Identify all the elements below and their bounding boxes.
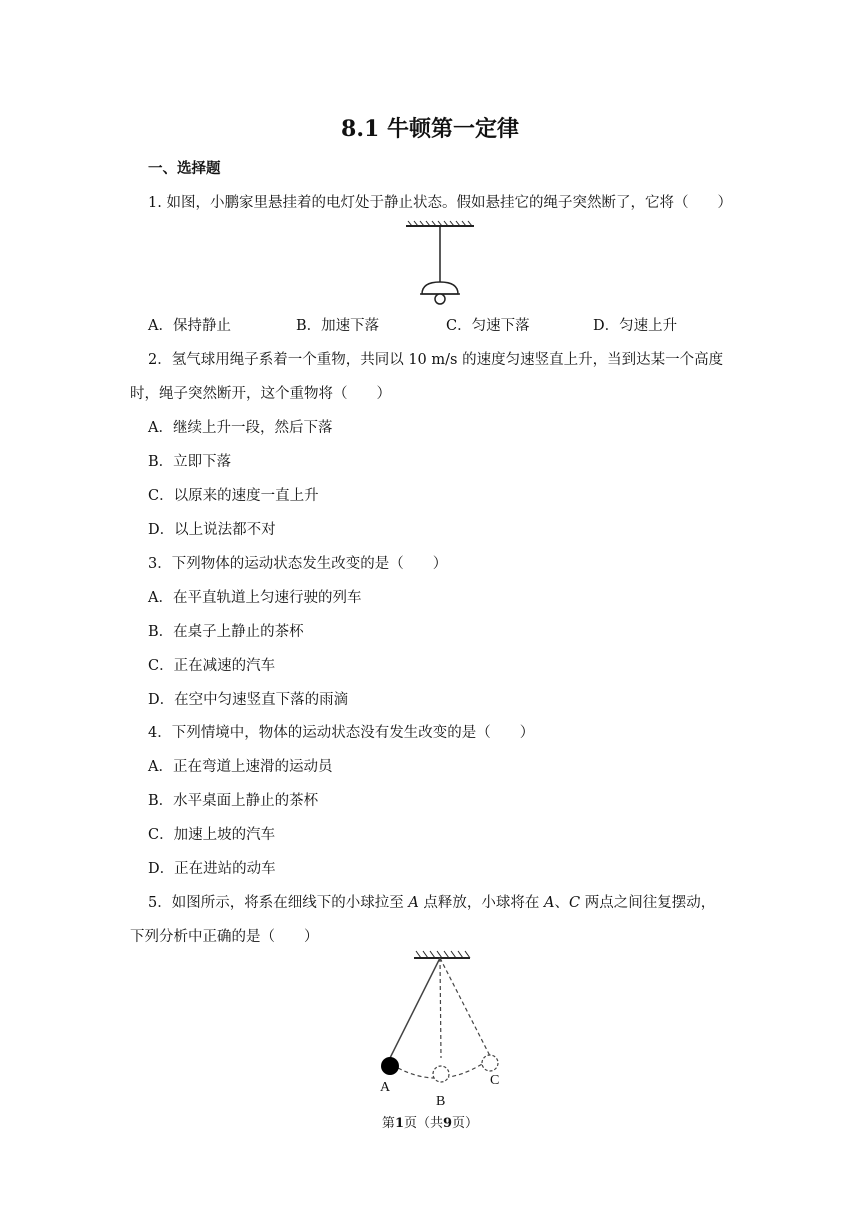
q5-text-part: 5．如图所示，将系在细线下的小球拉至 (148, 895, 409, 911)
question-4-text: 4．下列情境中，物体的运动状态没有发生改变的是（ ） (148, 725, 535, 741)
q3-option-b: B．在桌子上静止的茶杯 (148, 624, 304, 640)
q2-option-c: C．以原来的速度一直上升 (148, 488, 319, 504)
page-footer (0, 1112, 860, 1131)
q4-option-d: D．正在进站的动车 (148, 861, 276, 877)
q3-option-d: D．在空中匀速竖直下落的雨滴 (148, 692, 349, 708)
pendulum-figure (370, 950, 510, 1110)
q5-point-c-ref: C (569, 895, 581, 911)
pendulum-label-a: A (380, 1080, 391, 1095)
footer-text: 页） (452, 1116, 479, 1131)
q1-option-b: B．加速下落 (296, 318, 380, 334)
q3-option-a: A．在平直轨道上匀速行驶的列车 (148, 590, 362, 606)
q2-option-b: B．立即下落 (148, 454, 232, 470)
page-title: 8.1 牛顿第一定律 (341, 116, 519, 142)
q4-option-a: A．正在弯道上速滑的运动员 (148, 759, 333, 775)
q4-option-b: B．水平桌面上静止的茶杯 (148, 793, 319, 809)
section-heading: 一、选择题 (148, 161, 221, 177)
question-2-line-2: 时，绳子突然断开，这个重物将（ ） (130, 386, 391, 402)
question-5-line-1 (148, 891, 715, 912)
question-5-line-2: 下列分析中正确的是（ ） (130, 929, 319, 945)
q5-text-part: 两点之间往复摆动， (580, 895, 716, 911)
q5-text-part: 点释放，小球将在 (418, 895, 545, 911)
current-page-number: 1 (394, 1116, 404, 1131)
q1-option-a: A．保持静止 (148, 318, 231, 334)
footer-text: 第 (381, 1116, 395, 1131)
question-3-text: 3．下列物体的运动状态发生改变的是（ ） (148, 556, 448, 572)
q5-point-a-ref: A (544, 895, 555, 911)
hanging-lamp-figure (400, 220, 480, 305)
pendulum-label-c: C (490, 1073, 500, 1088)
q4-option-c: C．加速上坡的汽车 (148, 827, 276, 843)
question-1-text: 1. 如图，小鹏家里悬挂着的电灯处于静止状态。假如悬挂它的绳子突然断了，它将（ ） (148, 195, 732, 211)
footer-text: 页（共 (403, 1116, 443, 1131)
q2-option-a: A．继续上升一段，然后下落 (148, 420, 333, 436)
total-page-count: 9 (443, 1116, 453, 1131)
q1-option-c: C．匀速下落 (446, 318, 530, 334)
q5-point-a-ref: A (408, 895, 419, 911)
q5-text-part: 、 (554, 895, 570, 911)
q2-option-d: D．以上说法都不对 (148, 522, 276, 538)
q3-option-c: C．正在减速的汽车 (148, 658, 276, 674)
pendulum-label-b: B (436, 1094, 446, 1109)
q1-option-d: D．匀速上升 (593, 318, 678, 334)
question-2-line-1: 2．氢气球用绳子系着一个重物，共同以 10 m/s 的速度匀速竖直上升，当到达某一个高度 (148, 352, 724, 368)
